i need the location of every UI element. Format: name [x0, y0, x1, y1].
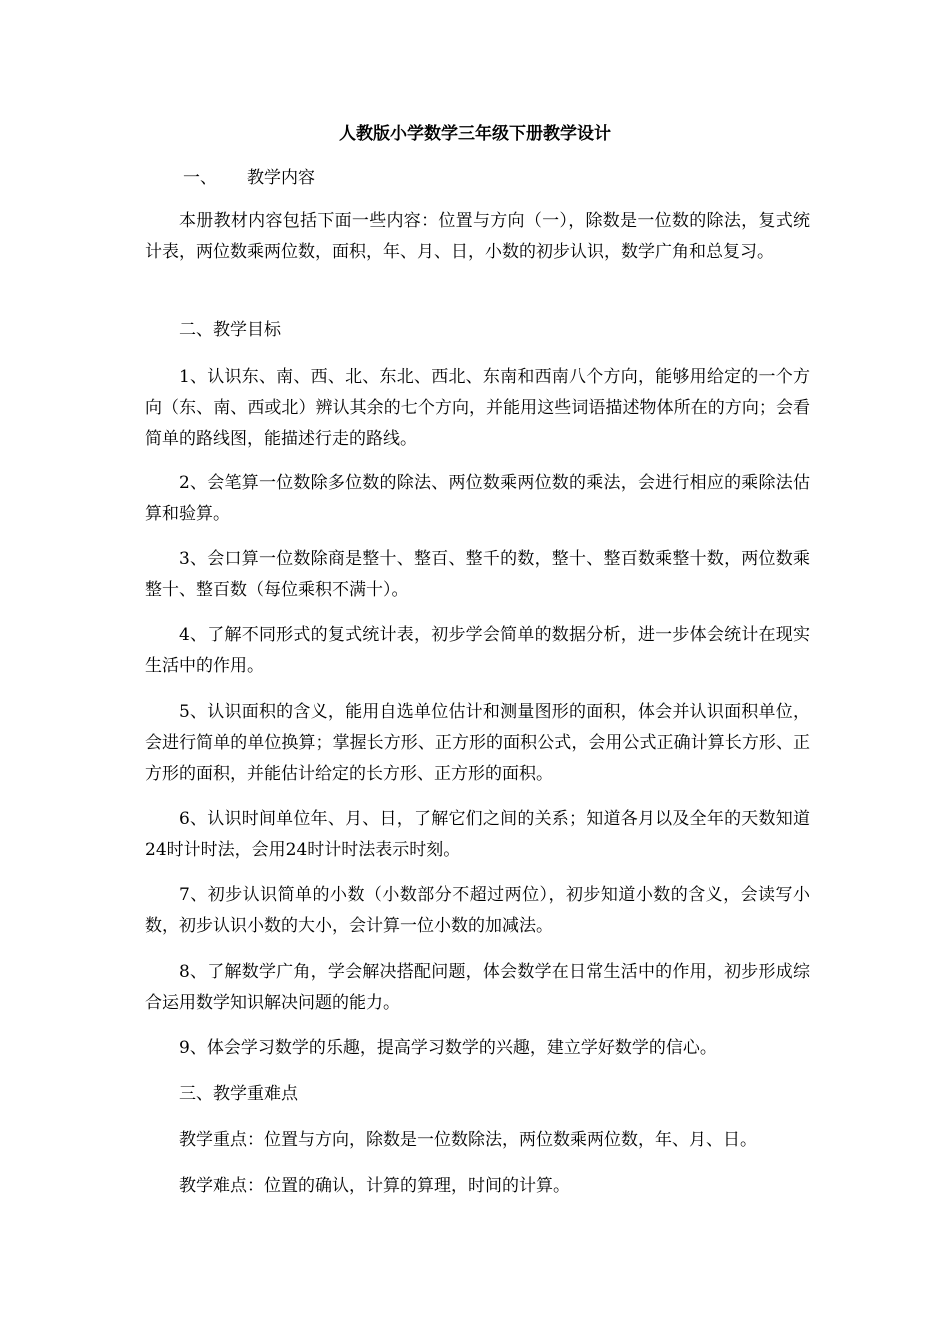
objective-item-9: 9、体会学习数学的乐趣，提高学习数学的兴趣，建立学好数学的信心。 [179, 1038, 717, 1058]
objective-item-4: 4、了解不同形式的复式统计表，初步学会简单的数据分析，进一步体会统计在现实生活中的作用。 [145, 625, 810, 676]
section-number: 一、 [183, 168, 217, 188]
document-title: 人教版小学数学三年级下册教学设计 [339, 124, 611, 144]
difficulties-paragraph: 教学难点：位置的确认，计算的算理，时间的计算。 [179, 1176, 570, 1196]
section-paragraph-content: 本册教材内容包括下面一些内容：位置与方向（一），除数是一位数的除法，复式统计表，两位数乘两位数，面积，年、月、日，小数的初步认识，数学广角和总复习。 [145, 211, 810, 262]
section-heading-text: 教学内容 [247, 168, 315, 188]
section-heading-objectives: 二、教学目标 [179, 320, 281, 340]
objective-item-8: 8、了解数学广角，学会解决搭配问题，体会数学在日常生活中的作用，初步形成综合运用数学知识解决问题的能力。 [145, 962, 810, 1013]
objective-item-2: 2、会笔算一位数除多位数的除法、两位数乘两位数的乘法，会进行相应的乘除法估算和验算。 [145, 473, 810, 524]
objective-item-1: 1、认识东、南、西、北、东北、西北、东南和西南八个方向，能够用给定的一个方向（东、南、西或北）辨认其余的七个方向，并能用这些词语描述物体所在的方向；会看简单的路线图，能描述行走的路线。 [145, 367, 810, 449]
objective-item-7: 7、初步认识简单的小数（小数部分不超过两位），初步知道小数的含义，会读写小数，初步认识小数的大小，会计算一位小数的加减法。 [145, 885, 810, 936]
objective-item-5: 5、认识面积的含义，能用自选单位估计和测量图形的面积，体会并认识面积单位，会进行简单的单位换算；掌握长方形、正方形的面积公式，会用公式正确计算长方形、正方形的面积，并能估计给定的长方形、正方形的面积。 [145, 702, 810, 784]
section-heading-content [183, 163, 848, 194]
objective-item-3: 3、会口算一位数除商是整十、整百、整千的数，整十、整百数乘整十数，两位数乘整十、整百数（每位乘积不满十）。 [145, 549, 810, 600]
section-heading-key-difficulties: 三、教学重难点 [179, 1084, 298, 1104]
objective-item-6: 6、认识时间单位年、月、日，了解它们之间的关系；知道各月以及全年的天数知道24时计时法，会用24时计时法表示时刻。 [145, 809, 810, 860]
key-points-paragraph: 教学重点：位置与方向，除数是一位数除法，两位数乘两位数，年、月、日。 [179, 1130, 757, 1150]
